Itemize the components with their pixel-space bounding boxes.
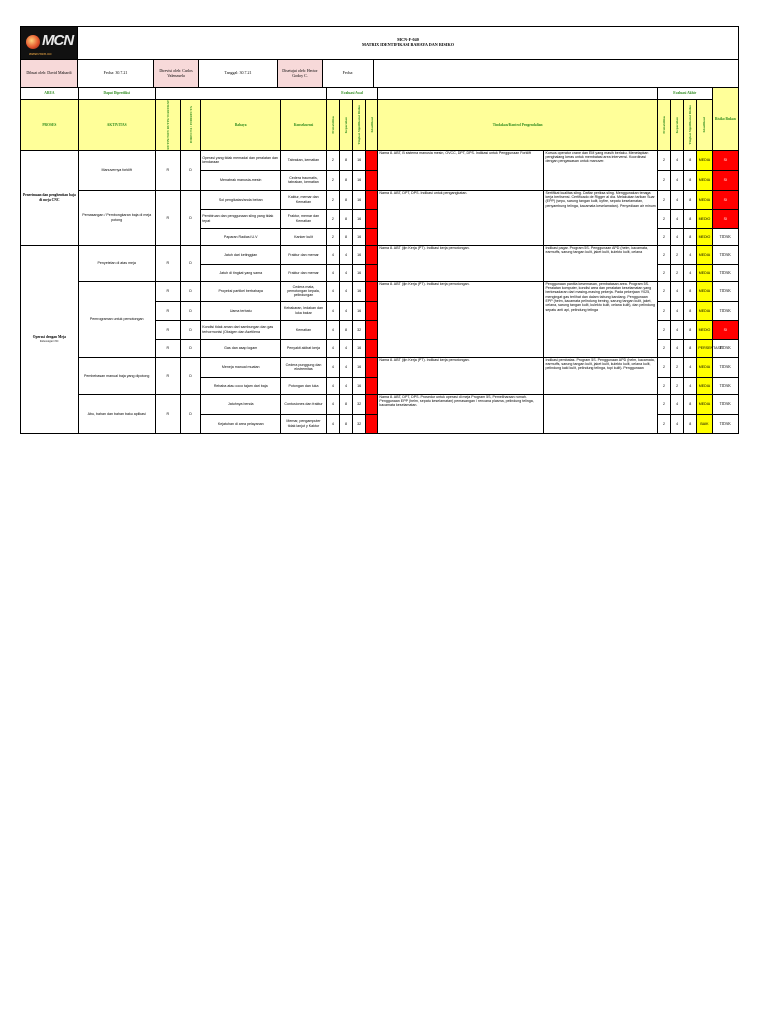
prob-value: 4 <box>326 414 339 433</box>
direct-value: D <box>180 245 200 281</box>
prob-value: 2 <box>326 228 339 245</box>
prob2-value: 2 <box>657 245 670 264</box>
konsekuensi-cell: Memar, pengamputer tidak lanjut y Kaktur <box>281 414 327 433</box>
risk-matrix-sheet <box>20 26 739 434</box>
proses-sublabel: Pemotongan CNC <box>39 339 59 343</box>
risk-rows <box>21 150 739 433</box>
tingkat2-value: 8 <box>684 150 697 170</box>
tingkat-value: 16 <box>353 339 366 357</box>
fecha-approved: Fecha: <box>323 60 374 88</box>
klasifikasi2-badge: MEDIA <box>697 190 712 209</box>
keparahan-value: 8 <box>339 228 352 245</box>
keparahan2-value: 2 <box>671 357 684 377</box>
tanggal-revisi: Tanggal: 30.7.21 <box>199 60 278 88</box>
prob2-value: 2 <box>657 377 670 394</box>
klasifikasi2-badge: PERSENTASE <box>697 339 712 357</box>
klasifikasi-badge: ALTO <box>366 301 378 320</box>
rutin-value: R <box>155 394 180 433</box>
prob-value: 2 <box>326 209 339 228</box>
kontrol-cell: Nama 8. ABT, B sistema manusia mesin, OVCC, DPT, DPS. Indikasi untuk Penggunaan Forklift <box>378 150 544 190</box>
prob-value: 2 <box>326 170 339 190</box>
table-row <box>21 190 739 209</box>
table-row <box>21 357 739 377</box>
prob2-value: 2 <box>657 170 670 190</box>
rutin-value: R <box>155 150 180 190</box>
keparahan2-value: 2 <box>671 377 684 394</box>
klasifikasi2-badge: MEDIA <box>697 245 712 264</box>
col-rutin: RUTIN/NON RUTIN/ DARURAT <box>165 100 170 150</box>
prob-value: 2 <box>326 190 339 209</box>
klasifikasi-badge: ALTO <box>366 394 378 414</box>
direct-value: D <box>180 394 200 433</box>
tingkat2-value: 4 <box>684 264 697 281</box>
bahaya-cell: Kejatuhan di area pelayanan <box>201 414 281 433</box>
rutin-value: R <box>155 320 180 339</box>
col-kontrol: Tindakan/Kontrol Pengendalian <box>378 100 657 151</box>
tingkat2-value: 8 <box>684 209 697 228</box>
tingkat2-value: 8 <box>684 281 697 301</box>
klasifikasi2-badge: MEDIA <box>697 301 712 320</box>
keparahan-value: 8 <box>339 190 352 209</box>
keparahan-value: 8 <box>339 394 352 414</box>
klasifikasi-badge: ALTO <box>366 150 378 170</box>
konsekuensi-cell: Fraktur, memar dan Kematian <box>281 209 327 228</box>
kontrol2-cell: Indikasi pembatas. Program 5S. Penggunaan APD (helm, kacamata, earmuffs, sarung tangan kulit, jaket kulit, kulekto kulit, celana kulit, pelindung kaki kulit, pelindung telinga, topi kulit). Penggunaan <box>544 357 657 394</box>
klasifikasi2-badge: MEDIO <box>697 209 712 228</box>
kontrol2-cell: Kursus operator crane dan EM yang masih berlaku. Menetapkan penghalang keras untuk membatasi area intervensi. Koordinasi dengan pengawasan untuk manuver. <box>544 150 657 190</box>
tingkat2-value: 8 <box>684 339 697 357</box>
prob-value: 4 <box>326 281 339 301</box>
col-keparahan2: Keparahan <box>675 116 680 134</box>
col-risiko: Risiko Bukan <box>712 88 738 151</box>
keparahan2-value: 4 <box>671 150 684 170</box>
keparahan-value: 4 <box>339 281 352 301</box>
bahaya-cell: Jatuh dari ketinggian <box>201 245 281 264</box>
risk-flag: TIDAK <box>712 228 738 245</box>
keparahan2-value: 4 <box>671 209 684 228</box>
konsekuensi-cell: Cedera traumatis, tabrakan, kematian <box>281 170 327 190</box>
bahaya-cell: Pembiruan dan penggunaan sling yang tidak tepat <box>201 209 281 228</box>
tingkat-value: 16 <box>353 357 366 377</box>
rutin-value: R <box>155 357 180 394</box>
table-row <box>21 150 739 170</box>
proses-cell <box>21 150 79 245</box>
prob-value: 4 <box>326 377 339 394</box>
prob-value: 4 <box>326 320 339 339</box>
klasifikasi2-badge: MEDIO <box>697 228 712 245</box>
col-prob2: Probabilitas <box>661 116 666 134</box>
bahaya-cell: Gas dan asap logam <box>201 339 281 357</box>
konsekuensi-cell: Kaktur, memar dan Kematian <box>281 190 327 209</box>
keparahan2-value: 4 <box>671 414 684 433</box>
activity-cell: Pembebasan manual baja yang dipotong <box>78 357 155 394</box>
direct-value: D <box>180 281 200 301</box>
spacer-cell <box>378 88 657 100</box>
bahaya-cell: Operasi yang tidak memadai dan peralatan dan kendaraan <box>201 150 281 170</box>
company-logo <box>21 27 77 59</box>
keparahan2-value: 2 <box>671 245 684 264</box>
tingkat-value: 16 <box>353 170 366 190</box>
prob2-value: 2 <box>657 394 670 414</box>
bahaya-cell: Jatuhnya benda <box>201 394 281 414</box>
activity-cell: Abu, bahan dan bahan baku aplikasi <box>78 394 155 433</box>
logo-text: MCN <box>42 32 74 49</box>
logo-cell <box>21 27 78 60</box>
proses-label: Operasi dengan Meja <box>32 335 66 340</box>
klasifikasi-badge: ALTO <box>366 170 378 190</box>
klasifikasi2-badge: MEDIA <box>697 170 712 190</box>
kontrol2-cell: Sertifikat kualitas sling. Daftar periksa sling. Menggunakan tenaga kerja berlisensi. Certificado de Rigger al día. Melakukan tarikan Suar (EPP) (sepu, sarung tangan kulit, kyfire, sepatu keselamatan, penyambung telinga, kacamata keselamatan). Penyediaan air minum <box>544 190 657 245</box>
tingkat2-value: 8 <box>684 190 697 209</box>
table-row <box>21 245 739 264</box>
risk-table <box>20 87 739 434</box>
tingkat-value: 16 <box>353 150 366 170</box>
document-code: MCN-F-040 <box>397 37 419 43</box>
tingkat2-value: 4 <box>684 245 697 264</box>
logo-sun-icon <box>26 35 40 49</box>
klasifikasi-badge: ALTO <box>366 357 378 377</box>
risk-flag: TIDAK <box>712 357 738 377</box>
bahaya-cell: Meneja manual muatan <box>201 357 281 377</box>
prob2-value: 2 <box>657 281 670 301</box>
direct-value: D <box>180 339 200 357</box>
konsekuensi-cell: Kanker kulit <box>281 228 327 245</box>
spacer-cell <box>155 88 326 100</box>
bahaya-cell: Sol pengikatan/anda beban <box>201 190 281 209</box>
direvisi-oleh: Direvisi oleh: Carlos Valenzuela <box>154 60 199 88</box>
tingkat2-value: 8 <box>684 320 697 339</box>
konsekuensi-cell: Tabrakan, kematian <box>281 150 327 170</box>
rutin-value: R <box>155 281 180 301</box>
col-area: AREA <box>21 88 79 100</box>
prob2-value: 2 <box>657 150 670 170</box>
tingkat-value: 16 <box>353 301 366 320</box>
keparahan-value: 4 <box>339 357 352 377</box>
klasifikasi2-badge: MEDIA <box>697 394 712 414</box>
klasifikasi-badge: ALTO <box>366 228 378 245</box>
col-prob: Probabilitas <box>330 116 335 134</box>
klasifikasi-badge: ALTO <box>366 245 378 264</box>
keparahan2-value: 4 <box>671 301 684 320</box>
klasifikasi2-badge: MEDIA <box>697 150 712 170</box>
rutin-value: R <box>155 339 180 357</box>
fecha-created: Fecha: 30.7.21 <box>78 60 154 88</box>
risk-flag: TIDAK <box>712 414 738 433</box>
col-evaluasi-akhir: Evaluasi Akhir <box>657 88 712 100</box>
risk-flag: SI <box>712 320 738 339</box>
keparahan-value: 4 <box>339 264 352 281</box>
rutin-value: R <box>155 245 180 281</box>
document-title: MATRIX IDENTIFIKASI BAHAYA DAN RISIKO <box>362 42 454 47</box>
keparahan-value: 4 <box>339 377 352 394</box>
konsekuensi-cell: Kematian <box>281 320 327 339</box>
risk-flag: TIDAK <box>712 394 738 414</box>
klasifikasi-badge: ALTO <box>366 414 378 433</box>
bahaya-cell: Paparan Radiasi U.V <box>201 228 281 245</box>
logo-website: www.mcn.co <box>29 51 52 57</box>
konsekuensi-cell: Cedera mata, pemotongan kepala, pelindungan <box>281 281 327 301</box>
klasifikasi-badge: ALTO <box>366 377 378 394</box>
keparahan2-value: 4 <box>671 190 684 209</box>
prob2-value: 2 <box>657 264 670 281</box>
keparahan-value: 8 <box>339 209 352 228</box>
tingkat-value: 16 <box>353 190 366 209</box>
col-direct: DIRECTA / INDIRECTA <box>188 106 193 144</box>
dibuat-oleh: Dibuat oleh: David Mahardi <box>21 60 78 88</box>
disetujui-oleh: Disetujui oleh: Hector Godoy C. <box>278 60 323 88</box>
tingkat2-value: 8 <box>684 394 697 414</box>
bahaya-cell: Rebaba atau coco tajam dari baja <box>201 377 281 394</box>
rutin-value: R <box>155 301 180 320</box>
konsekuensi-cell: Fraktur dan memar <box>281 245 327 264</box>
col-klasifikasi: Klasifikasi <box>369 117 374 133</box>
klasifikasi-badge: ALTO <box>366 190 378 209</box>
bahaya-cell: Kondisi tidak aman dari sambungan dan gas terhormonisi (Oksigen dan Asetilena <box>201 320 281 339</box>
tingkat2-value: 8 <box>684 228 697 245</box>
kontrol2-cell: Indikasi pagar. Program 5S. Penggunaan APD (helm, kacamata, earmuffs, sarung tangan kulit, jaket kulit, kulekto kulit, celana <box>544 245 657 281</box>
prob-value: 4 <box>326 264 339 281</box>
keparahan2-value: 4 <box>671 320 684 339</box>
document-title-cell <box>78 27 739 60</box>
rutin-value: R <box>155 190 180 245</box>
klasifikasi-badge: ALTO <box>366 209 378 228</box>
risk-flag: TIDAK <box>712 264 738 281</box>
risk-flag: TIDAK <box>712 377 738 394</box>
tingkat-value: 32 <box>353 320 366 339</box>
prob-value: 4 <box>326 339 339 357</box>
konsekuensi-cell: Fraktur dan memar <box>281 264 327 281</box>
risk-flag: TIDAK <box>712 339 738 357</box>
tingkat2-value: 4 <box>684 357 697 377</box>
klasifikasi2-badge: MEDIA <box>697 264 712 281</box>
direct-value: D <box>180 320 200 339</box>
col-dapat: Dapat Diprediksi <box>78 88 155 100</box>
tingkat2-value: 4 <box>684 377 697 394</box>
kontrol-cell: Nama 8. ABT, DPT, DPS. Prosedur untuk operasi di meja Program 5S, Pemeliharaan rumah. Penggunaan EPP (helm, sepatu keselamatan) pemasangan / rencana plasma, pelindung telinga, kacamata keselamatan. <box>378 394 544 433</box>
keparahan-value: 4 <box>339 301 352 320</box>
prob2-value: 2 <box>657 209 670 228</box>
kontrol-cell: Nama 8. ABT (ijin Kerja (PT). Indikasi kerja pemotongan. <box>378 245 544 281</box>
tingkat2-value: 8 <box>684 170 697 190</box>
tingkat-value: 16 <box>353 377 366 394</box>
klasifikasi2-badge: MEDIA <box>697 281 712 301</box>
risk-flag: SI <box>712 150 738 170</box>
prob2-value: 2 <box>657 228 670 245</box>
direct-value: D <box>180 190 200 245</box>
col-klasifikasi2: Klasifikasi <box>702 117 707 133</box>
tingkat-value: 16 <box>353 264 366 281</box>
keparahan-value: 8 <box>339 170 352 190</box>
klasifikasi-badge: ALTO <box>366 281 378 301</box>
bahaya-cell: Menabrak manusia-mesin <box>201 170 281 190</box>
klasifikasi-badge: ALTO <box>366 339 378 357</box>
col-bahaya: Bahaya <box>201 100 281 151</box>
konsekuensi-cell: Cedera punggung dan ekstremitas <box>281 357 327 377</box>
prob2-value: 2 <box>657 357 670 377</box>
keparahan2-value: 2 <box>671 264 684 281</box>
activity-cell: Penyetelan di atas meja <box>78 245 155 281</box>
keparahan-value: 8 <box>339 414 352 433</box>
bahaya-cell: Uama terbatu <box>201 301 281 320</box>
tingkat-value: 16 <box>353 245 366 264</box>
col-tingkat: Tingkat Signifikansi Risiko <box>357 105 362 145</box>
konsekuensi-cell: Kebakaran, ledakan dan luka bakar <box>281 301 327 320</box>
keparahan-value: 4 <box>339 245 352 264</box>
konsekuensi-cell: Potongan dan luka <box>281 377 327 394</box>
keparahan2-value: 4 <box>671 339 684 357</box>
activity-cell: Pemasangan / Pembongkaran baja di meja potong <box>78 190 155 245</box>
col-aktivitas: AKTIVITAS <box>78 100 155 151</box>
kontrol-cell: Nama 8. ABT (ijin Kerja (PT). Indikasi kerja pemotongan. <box>378 357 544 394</box>
tingkat-value: 32 <box>353 394 366 414</box>
proses-label: Penerimaan dan penghentian baja di meja CNC <box>22 193 76 202</box>
kontrol-cell: Nama 8. ABT (ijin Kerja (PT). Indikasi kerja pemotongan. <box>378 281 544 357</box>
konsekuensi-cell: Penyakit akibat kerja <box>281 339 327 357</box>
keparahan2-value: 4 <box>671 281 684 301</box>
col-keparahan: Keparahan <box>343 116 348 134</box>
risk-flag: TIDAK <box>712 281 738 301</box>
prob2-value: 2 <box>657 190 670 209</box>
keparahan2-value: 4 <box>671 228 684 245</box>
col-konsekuensi: Konsekuensi <box>281 100 327 151</box>
klasifikasi2-badge: BAIK <box>697 414 712 433</box>
tingkat2-value: 8 <box>684 414 697 433</box>
table-row <box>21 281 739 301</box>
prob-value: 4 <box>326 394 339 414</box>
bahaya-cell: Jatuh di tingkat yang sama <box>201 264 281 281</box>
keparahan2-value: 4 <box>671 170 684 190</box>
keparahan-value: 4 <box>339 339 352 357</box>
klasifikasi-badge: ALTO <box>366 320 378 339</box>
prob2-value: 2 <box>657 301 670 320</box>
direct-value: D <box>180 150 200 190</box>
tingkat-value: 16 <box>353 228 366 245</box>
kontrol-cell: Nama 8. ABT, DPT, DPS. Indikasi untuk pengangkatan. <box>378 190 544 245</box>
risk-flag: TIDAK <box>712 245 738 264</box>
table-row <box>21 394 739 414</box>
activity-cell: Pemrograman untuk pemotongan <box>78 281 155 357</box>
kontrol2-cell <box>544 394 657 433</box>
prob-value: 4 <box>326 245 339 264</box>
klasifikasi2-badge: MEDIA <box>697 377 712 394</box>
risk-flag: SI <box>712 209 738 228</box>
risk-flag: SI <box>712 190 738 209</box>
col-evaluasi-awal: Evaluasi Awal <box>326 88 378 100</box>
risk-flag: TIDAK <box>712 301 738 320</box>
keparahan-value: 8 <box>339 150 352 170</box>
bahaya-cell: Proyeksi partikel berbahaya <box>201 281 281 301</box>
direct-value: D <box>180 301 200 320</box>
konsekuensi-cell: Contusiones dan fraktur <box>281 394 327 414</box>
prob-value: 2 <box>326 150 339 170</box>
tingkat2-value: 8 <box>684 301 697 320</box>
risk-flag: SI <box>712 170 738 190</box>
prob2-value: 2 <box>657 320 670 339</box>
prob2-value: 2 <box>657 414 670 433</box>
klasifikasi2-badge: MEDIO <box>697 320 712 339</box>
proses-cell <box>21 245 79 433</box>
keparahan2-value: 4 <box>671 394 684 414</box>
direct-value: D <box>180 357 200 394</box>
tingkat-value: 16 <box>353 281 366 301</box>
header-empty <box>374 60 739 88</box>
keparahan-value: 8 <box>339 320 352 339</box>
kontrol2-cell: Penggunaan panitia kesemasan, pembatasan area. Program 5S. Peralatan komputer, kondisi area dan peralatan keselamatan yang berkesadaran dari masing-masing pekerja. Pada pekerjaan Y025, mengingat gas terlihat dan dalam tabung kandang. Penggunaan EPP (helm, kacamata pelindung bening, sarung tangan kulit, jaket, celana, sarung tangan kulit, kulekto kulit, celana kulit), dan pelindung sepatu anti api, pelindung telinga <box>544 281 657 357</box>
klasifikasi2-badge: MEDIA <box>697 357 712 377</box>
activity-cell: Manuvernya forklift <box>78 150 155 190</box>
prob-value: 4 <box>326 357 339 377</box>
col-proses: PROSES <box>21 100 79 151</box>
tingkat-value: 32 <box>353 414 366 433</box>
col-tingkat2: Tingkat Signifikansi Risiko <box>688 105 693 145</box>
prob2-value: 2 <box>657 339 670 357</box>
klasifikasi-badge: ALTO <box>366 264 378 281</box>
tingkat-value: 16 <box>353 209 366 228</box>
prob-value: 4 <box>326 301 339 320</box>
document-header <box>20 26 739 88</box>
